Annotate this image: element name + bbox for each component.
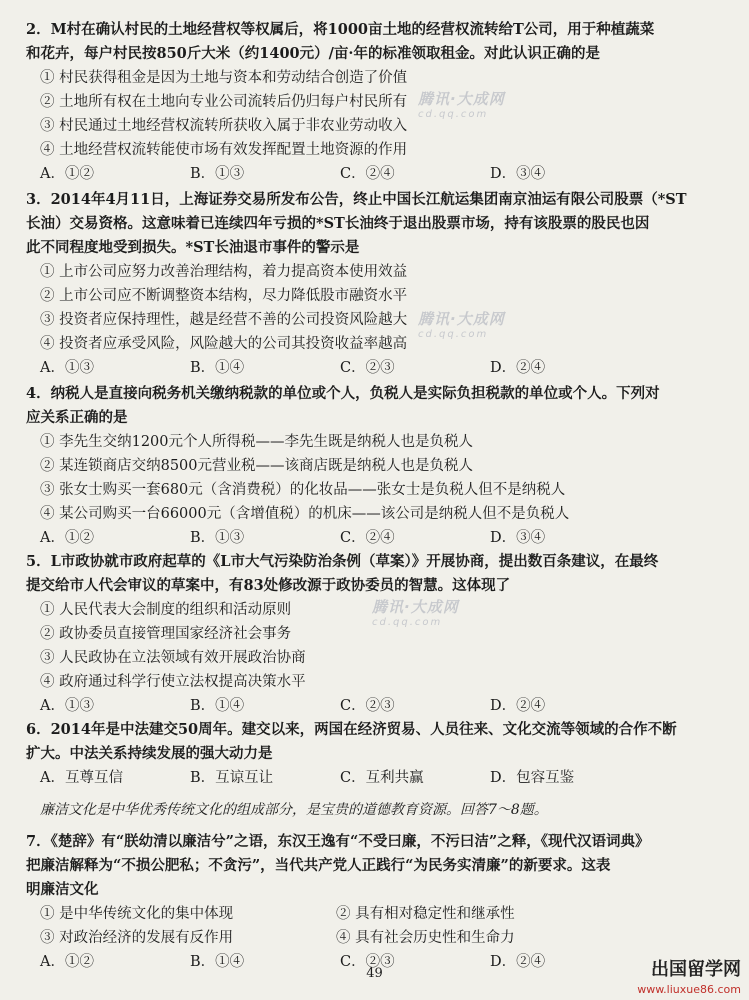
question-stem: 2．M村在确认村民的土地经营权等权属后，将1000亩土地的经营权流转给T公司，用于种植蔬菜 xyxy=(26,21,655,38)
site-logo xyxy=(637,960,741,1000)
watermark-url: cd.qq.com xyxy=(372,617,443,628)
question-2 xyxy=(26,18,726,186)
option-item: ④ 投资者应承受风险，风险越大的公司其投资收益率越高 xyxy=(40,336,408,352)
choice-c: C．②④ xyxy=(340,530,395,546)
question-7 xyxy=(26,830,726,974)
site-logo-name: 出国留学网 xyxy=(651,959,741,980)
choice-b: B．①③ xyxy=(190,530,245,546)
option-item: ③ 对政治经济的发展有反作用 xyxy=(40,930,234,946)
option-item: ② 上市公司应不断调整资本结构，尽力降低股市融资水平 xyxy=(40,288,408,304)
choice-c: C．②③ xyxy=(340,698,395,714)
choice-d: D．③④ xyxy=(490,530,546,546)
option-item: ① 人民代表大会制度的组织和活动原则 xyxy=(40,602,292,618)
question-stem: 3．2014年4月11日，上海证券交易所发布公告，终止中国长江航运集团南京油运有限公司股票（*ST xyxy=(26,191,687,208)
choice-d: D．包容互鉴 xyxy=(490,770,575,786)
option-grid xyxy=(26,902,726,950)
answer-choices xyxy=(26,162,726,186)
choice-b: B．①④ xyxy=(190,954,245,970)
question-stem: 扩大。中法关系持续发展的强大动力是 xyxy=(26,745,273,762)
choice-a: A．①② xyxy=(40,530,94,546)
question-stem: 4．纳税人是直接向税务机关缴纳税款的单位或个人，负税人是实际负担税款的单位或个人。下列对 xyxy=(26,385,660,402)
choice-a: A．①③ xyxy=(40,360,94,376)
option-item: ① 李先生交纳1200元个人所得税——李先生既是纳税人也是负税人 xyxy=(40,434,474,450)
question-stem: 明廉洁文化 xyxy=(26,881,99,898)
question-stem: 应关系正确的是 xyxy=(26,409,128,426)
question-4 xyxy=(26,382,726,550)
question-stem: 提交给市人代会审议的草案中，有83处修改源于政协委员的智慧。这体现了 xyxy=(26,577,511,594)
option-item: ③ 人民政协在立法领域有效开展政治协商 xyxy=(40,650,306,666)
site-logo-url: www.liuxue86.com xyxy=(637,983,741,996)
question-stem: 6．2014年是中法建交50周年。建交以来，两国在经济贸易、人员往来、文化交流等领域的合作不断 xyxy=(26,721,677,738)
option-item: ③ 投资者应保持理性，越是经营不善的公司投资风险越大 xyxy=(40,312,408,328)
watermark-text: 腾讯·大成网 xyxy=(418,90,505,108)
choice-d: D．②④ xyxy=(490,360,546,376)
watermark-url: cd.qq.com xyxy=(418,109,489,120)
option-item: ① 上市公司应努力改善治理结构，着力提高资本使用效益 xyxy=(40,264,408,280)
answer-choices xyxy=(26,526,726,550)
option-item: ② 土地所有权在土地向专业公司流转后仍归每户村民所有 xyxy=(40,94,408,110)
watermark-text: 腾讯·大成网 xyxy=(418,310,505,328)
choice-c: C．②③ xyxy=(340,954,395,970)
watermark xyxy=(418,308,505,340)
question-stem: 此不同程度地受到损失。*ST长油退市事件的警示是 xyxy=(26,239,360,256)
question-stem: 5．L市政协就市政府起草的《L市大气污染防治条例（草案）》开展协商，提出数百条建议，在最终 xyxy=(26,553,659,570)
watermark xyxy=(418,88,505,120)
choice-b: B．①④ xyxy=(190,698,245,714)
option-item: ④ 具有社会历史性和生命力 xyxy=(336,930,515,946)
answer-choices xyxy=(26,694,726,718)
option-item: ③ 张女士购买一套680元（含消费税）的化妆品——张女士是负税人但不是纳税人 xyxy=(40,482,566,498)
choice-b: B．互谅互让 xyxy=(190,770,274,786)
question-3 xyxy=(26,188,726,380)
answer-choices xyxy=(26,356,726,380)
choice-b: B．①④ xyxy=(190,360,245,376)
question-5 xyxy=(26,550,726,718)
question-stem: 和花卉，每户村民按850斤大米（约1400元）/亩·年的标准领取租金。对此认识正确的是 xyxy=(26,45,600,62)
page-number: 49 xyxy=(366,966,383,981)
choice-c: C．互利共赢 xyxy=(340,770,424,786)
option-item: ② 政协委员直接管理国家经济社会事务 xyxy=(40,626,292,642)
choice-d: D．②④ xyxy=(490,698,546,714)
option-item: ④ 某公司购买一台66000元（含增值税）的机床——该公司是纳税人但不是负税人 xyxy=(40,506,570,522)
question-stem: 长油）交易资格。这意味着已连续四年亏损的*ST长油终于退出股票市场，持有该股票的股民也因 xyxy=(26,215,650,232)
choice-b: B．①③ xyxy=(190,166,245,182)
question-6 xyxy=(26,718,726,790)
option-item: ① 村民获得租金是因为土地与资本和劳动结合创造了价值 xyxy=(40,70,408,86)
choice-a: A．①② xyxy=(40,954,94,970)
option-item: ④ 土地经营权流转能使市场有效发挥配置土地资源的作用 xyxy=(40,142,408,158)
option-item: ② 具有相对稳定性和继承性 xyxy=(336,906,515,922)
choice-a: A．互尊互信 xyxy=(40,770,123,786)
answer-choices xyxy=(26,766,726,790)
option-item: ④ 政府通过科学行使立法权提高决策水平 xyxy=(40,674,306,690)
question-stem: 把廉洁解释为“不损公肥私；不贪污”，当代共产党人正践行“为民务实清廉”的新要求。这表 xyxy=(26,857,611,874)
choice-c: C．②③ xyxy=(340,360,395,376)
choice-a: A．①③ xyxy=(40,698,94,714)
option-item: ③ 村民通过土地经营权流转所获收入属于非农业劳动收入 xyxy=(40,118,408,134)
shared-material: 廉洁文化是中华优秀传统文化的组成部分，是宝贵的道德教育资源。回答7～8题。 xyxy=(40,802,548,818)
option-item: ② 某连锁商店交纳8500元营业税——该商店既是纳税人也是负税人 xyxy=(40,458,474,474)
choice-d: D．③④ xyxy=(490,166,546,182)
question-stem: 7．《楚辞》有“朕幼清以廉洁兮”之语，东汉王逸有“不受曰廉，不污曰洁”之释，《现代汉语词典》 xyxy=(26,833,650,850)
watermark xyxy=(372,596,459,628)
option-item: ① 是中华传统文化的集中体现 xyxy=(40,906,234,922)
watermark-url: cd.qq.com xyxy=(418,329,489,340)
watermark-text: 腾讯·大成网 xyxy=(372,598,459,616)
choice-a: A．①② xyxy=(40,166,94,182)
choice-c: C．②④ xyxy=(340,166,395,182)
choice-d: D．②④ xyxy=(490,954,546,970)
